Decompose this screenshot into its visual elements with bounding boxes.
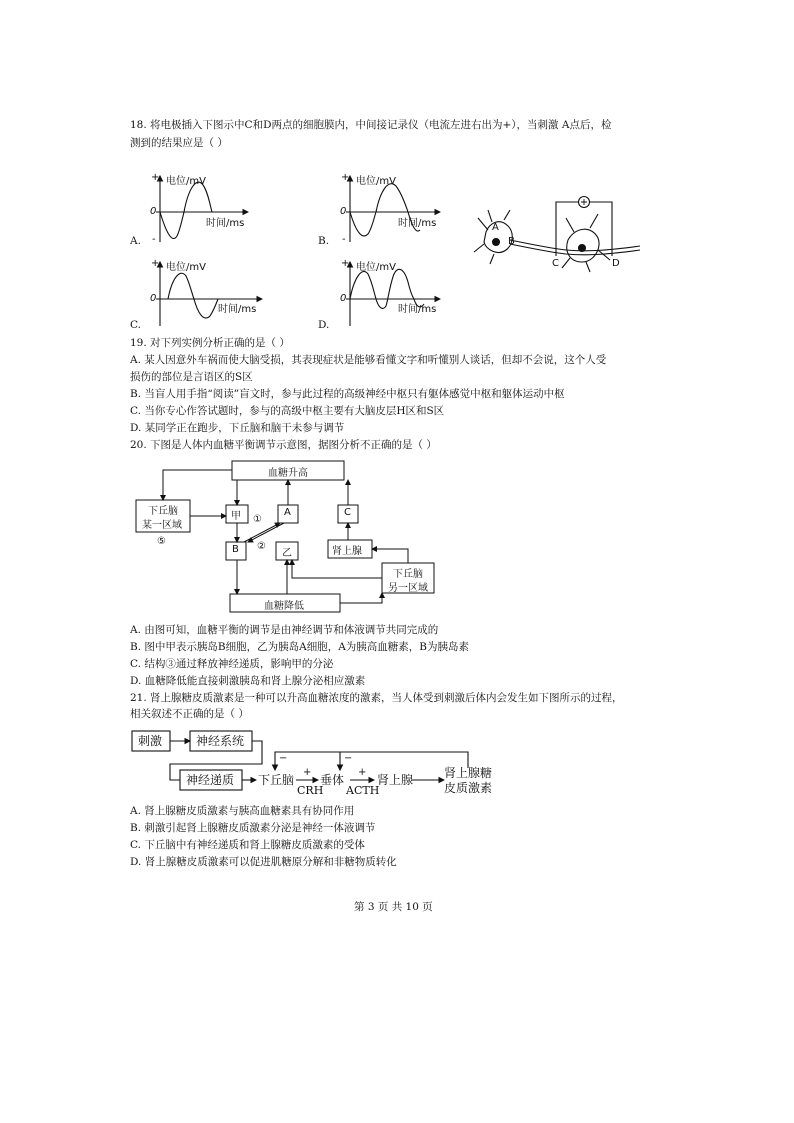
- label-minus-1: −: [279, 753, 288, 764]
- q21-option-b: B. 刺激引起肾上腺糖皮质激素分泌是神经一体液调节: [130, 822, 376, 834]
- label-adrenal: 肾上腺: [332, 546, 362, 557]
- neuron-label-c: C: [552, 258, 559, 269]
- q19-option-a-line2: 损伤的部位是言语区的S区: [130, 371, 253, 383]
- label-stimulus: 刺激: [138, 734, 163, 748]
- label-hypothalamus: 下丘脑: [258, 773, 295, 787]
- label-b: B: [232, 544, 239, 555]
- label-hypothalamus-2-line2: 另一区域: [388, 583, 428, 594]
- q20-option-d: D. 血糖降低能直接刺激胰岛和肾上腺分泌相应激素: [130, 675, 366, 687]
- q20-option-c: C. 结构③通过释放神经递质，影响甲的分泌: [130, 658, 334, 670]
- q19-stem: 19. 对下列实例分析正确的是（ ）: [130, 337, 290, 349]
- graph-a-zero: 0: [150, 206, 157, 217]
- graph-c-zero: 0: [150, 293, 157, 304]
- q18-stem-line2: 测到的结果应是（ ）: [130, 137, 228, 149]
- label-nervous-system: 神经系统: [196, 734, 245, 748]
- graph-c-ylabel: 电位/mV: [166, 262, 206, 273]
- label-c: C: [344, 507, 351, 518]
- graph-d-ylabel: 电位/mV: [356, 262, 396, 273]
- label-jia: 甲: [231, 511, 241, 522]
- q20-option-b: B. 图中甲表示胰岛B细胞，乙为胰岛A细胞，A为胰高血糖素，B为胰岛素: [130, 641, 469, 653]
- label-num5: ⑤: [157, 536, 166, 547]
- label-yi: 乙: [282, 548, 292, 559]
- option-b-label: B.: [318, 235, 330, 247]
- label-hypothalamus-1-line1: 下丘脑: [148, 506, 178, 517]
- q21-stem-line2: 相关叙述不正确的是（ ）: [130, 708, 249, 720]
- label-plus-2: +: [358, 767, 367, 778]
- label-pituitary: 垂体: [320, 773, 345, 787]
- graph-c-plus: +: [151, 258, 160, 269]
- label-a: A: [284, 507, 291, 518]
- graph-b-ylabel: 电位/mV: [356, 176, 396, 187]
- option-d-label: D.: [318, 319, 330, 331]
- q19-option-c: C. 当你专心作答试题时，参与的高级中枢主要有大脑皮层H区和S区: [130, 405, 445, 417]
- q19-option-b: B. 当盲人用手指“阅读”盲文时，参与此过程的高级神经中枢只有躯体感觉中枢和躯体运动中枢: [130, 388, 565, 400]
- graph-d-zero: 0: [340, 293, 347, 304]
- label-hormone-line1: 肾上腺糖: [444, 766, 493, 780]
- label-crh: CRH: [297, 784, 324, 797]
- graph-a-minus: -: [152, 234, 156, 245]
- label-hypothalamus-2-line1: 下丘脑: [393, 569, 423, 580]
- label-glucose-high: 血糖升高: [268, 468, 308, 479]
- label-glucose-low: 血糖降低: [264, 601, 304, 612]
- graph-b-minus: -: [342, 234, 346, 245]
- q19-option-d: D. 某同学正在跑步，下丘脑和脑干未参与调节: [130, 422, 345, 434]
- q21-option-a: A. 肾上腺糖皮质激素与胰高血糖素具有协同作用: [130, 805, 355, 817]
- page-footer: 第 3 页 共 10 页: [354, 901, 433, 913]
- q20-option-a: A. 由图可知，血糖平衡的调节是由神经调节和体液调节共同完成的: [130, 624, 439, 636]
- option-c-label: C.: [130, 319, 141, 331]
- q20-stem: 20. 下图是人体内血糖平衡调节示意图，据图分析不正确的是（ ）: [130, 439, 437, 451]
- neuron-label-b: B: [508, 236, 515, 247]
- graph-b-xlabel: 时间/ms: [398, 218, 437, 229]
- q21-option-c: C. 下丘脑中有神经递质和肾上腺糖皮质激素的受体: [130, 839, 365, 851]
- label-acth: ACTH: [346, 784, 380, 797]
- graph-a-plus: +: [151, 172, 160, 183]
- graph-b-zero: 0: [340, 206, 347, 217]
- graph-d-xlabel: 时间/ms: [398, 304, 437, 315]
- label-plus-1: +: [303, 767, 312, 778]
- label-minus-2: −: [344, 753, 353, 764]
- graph-b-plus: +: [341, 172, 350, 183]
- graph-d-plus: +: [341, 258, 350, 269]
- graph-a-ylabel: 电位/mV: [166, 176, 206, 187]
- neuron-label-a: A: [492, 222, 499, 233]
- option-a-label: A.: [130, 235, 141, 247]
- q21-option-d: D. 肾上腺糖皮质激素可以促进肌糖原分解和非糖物质转化: [130, 856, 397, 868]
- label-num1: ①: [253, 514, 262, 525]
- graph-c-xlabel: 时间/ms: [218, 304, 257, 315]
- q18-stem-line1: 18. 将电极插入下图示中C和D两点的细胞膜内，中间接记录仪（电流左进右出为+），当刺激 A点后，检: [130, 119, 612, 131]
- q19-option-a-line1: A. 某人因意外车祸而使大脑受损，其表现症状是能够看懂文字和听懂别人谈话，但却不会说，这个人受: [130, 354, 607, 366]
- label-hormone-line2: 皮质激素: [444, 781, 493, 795]
- graph-a-xlabel: 时间/ms: [206, 218, 245, 229]
- q21-stem-line1: 21. 肾上腺糖皮质激素是一种可以升高血糖浓度的激素，当人体受到刺激后体内会发生如下图所示的过程，: [130, 692, 623, 704]
- label-transmitter: 神经递质: [186, 773, 235, 787]
- neuron-label-d: D: [612, 258, 620, 269]
- label-num2: ②: [257, 541, 266, 552]
- label-adrenal-gland: 肾上腺: [377, 773, 414, 787]
- label-hypothalamus-1-line2: 某一区域: [142, 520, 182, 531]
